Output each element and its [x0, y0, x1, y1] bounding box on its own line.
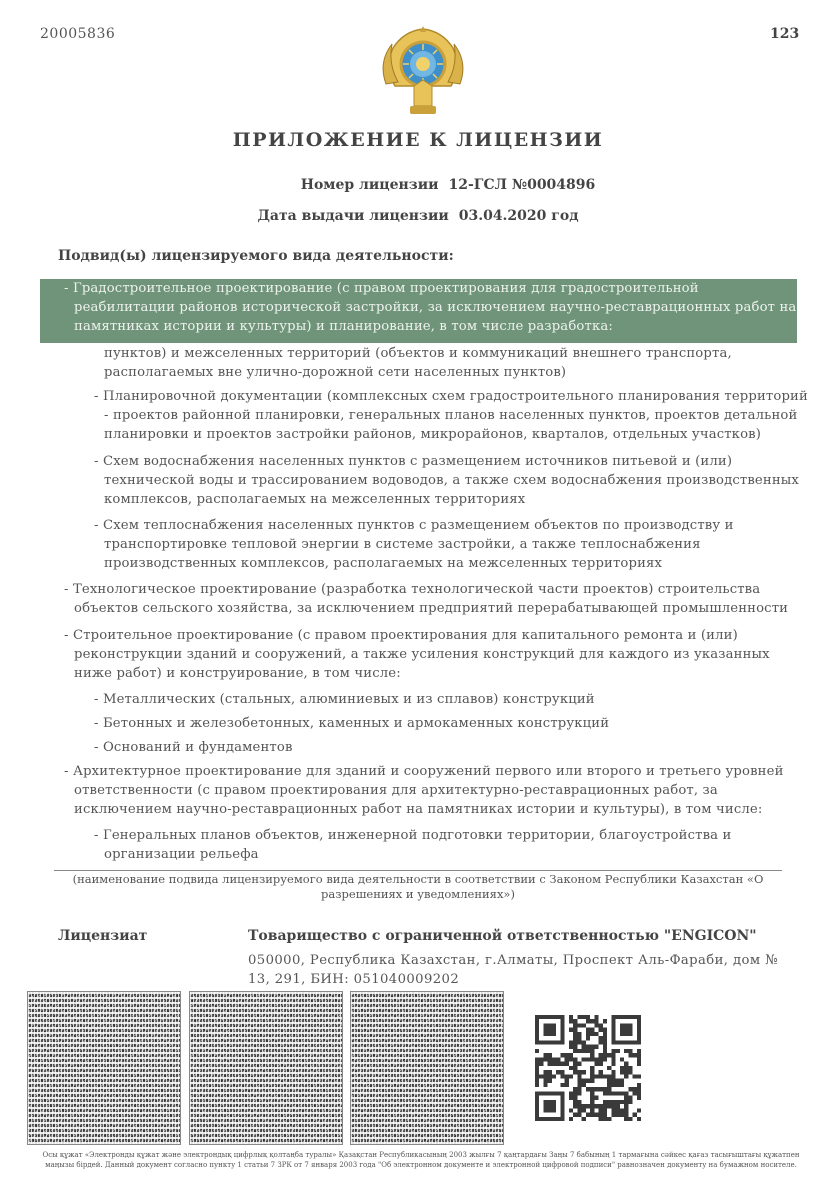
- licensee-address: 050000, Республика Казахстан, г.Алматы, Проспект Аль-Фараби, дом № 13, 291, БИН: 051040009202: [248, 953, 778, 987]
- license-number-label: Номер лицензии: [300, 177, 439, 193]
- list-item: - Бетонных и железобетонных, каменных и армокаменных конструкций: [94, 716, 610, 731]
- list-item: - Оснований и фундаментов: [94, 740, 293, 755]
- subtypes-heading: Подвид(ы) лицензируемого вида деятельности:: [58, 248, 454, 264]
- footer-legal-note: Осы құжат «Электронды құжат және электрондық цифрлық қолтаңба туралы» Қазақстан Республикасының 2003 жылғы 7 қаңтардағы Заңы 7 бабының 1 тармағына сәйкес қағаз тасығыштағы құжатпен маңызы бірдей. Данный документ согласно пункту 1 статьи 7 ЗРК от 7 января 2003 года "Об электронном документе и электронной цифровой подписи" равнозначен документу на бумажном носителе.: [42, 1151, 800, 1169]
- list-item: - Металлических (стальных, алюминиевых и из сплавов) конструкций: [94, 692, 595, 707]
- document-title: ПРИЛОЖЕНИЕ К ЛИЦЕНЗИИ: [232, 129, 604, 151]
- list-item: - Архитектурное проектирование для зданий и сооружений первого или второго и третьего уровней ответственности (с правом проектирования для архитектурно-реставрационных работ, за исключением научно-реставрационных работ на памятниках истории и культуры), в том числе:: [64, 764, 784, 817]
- kazakhstan-state-emblem-icon: [380, 24, 466, 116]
- document-number: 20005836: [40, 26, 116, 42]
- license-number-value: 12-ГСЛ №0004896: [448, 177, 596, 193]
- list-item: - Схем теплоснабжения населенных пунктов с размещением объектов по производству и транспортировке тепловой энергии в системе застройки, а также теплоснабжения производственных комплексов, располагаемых на межселенных территориях: [94, 518, 734, 571]
- license-date-value: 03.04.2020 год: [458, 208, 579, 224]
- licensee-name: Товарищество с ограниченной ответственностью "ENGICON": [248, 928, 757, 944]
- list-item: пунктов) и межселенных территорий (объектов и коммуникаций внешнего транспорта, располагаемых вне улично-дорожной сети населенных пунктов): [104, 346, 732, 380]
- list-item: - Технологическое проектирование (разработка технологической части проектов) строительства объектов сельского хозяйства, за исключением предприятий перерабатывающей промышленности: [64, 582, 789, 616]
- licensee-label: Лицензиат: [58, 928, 148, 944]
- list-item: - Строительное проектирование (с правом проектирования для капитального ремонта и (или) реконструкции зданий и сооружений, а также усиления конструкций для каждого из указанных ниже работ) и конструирование, в том числе:: [64, 628, 770, 681]
- list-item: - Генеральных планов объектов, инженерной подготовки территории, благоустройства и организации рельефа: [94, 828, 732, 862]
- license-date-label: Дата выдачи лицензии: [257, 208, 449, 224]
- 2d-barcode-icon: [27, 991, 181, 1145]
- divider: [54, 870, 782, 871]
- list-item: - Градостроительное проектирование (с правом проектирования для градостроительной реабилитации районов исторической застройки, за исключением научно-реставрационных работ на памятниках истории и культуры) и планирование, в том числе разработка:: [64, 281, 797, 334]
- list-item: - Схем водоснабжения населенных пунктов с размещением источников питьевой и (или) технической воды и трассированием водоводов, а также схем водоснабжения производственных комплексов, располагаемых на межселенных территориях: [94, 454, 800, 507]
- 2d-barcode-icon: [189, 991, 343, 1145]
- page-number: 123: [770, 26, 800, 42]
- subtypes-caption: (наименование подвида лицензируемого вида деятельности в соответствии с Законом Республики Казахстан «О разрешениях и уведомлениях»): [72, 872, 764, 901]
- qr-code-icon: [535, 1015, 641, 1121]
- license-number-row: [0, 177, 836, 193]
- license-date-row: [0, 208, 836, 224]
- 2d-barcode-icon: [350, 991, 504, 1145]
- list-item: - Планировочной документации (комплексных схем градостроительного планирования территорий - проектов районной планировки, генеральных планов населенных пунктов, проектов детальной планировки и проектов застройки районов, микрорайонов, кварталов, отдельных участков): [94, 389, 808, 442]
